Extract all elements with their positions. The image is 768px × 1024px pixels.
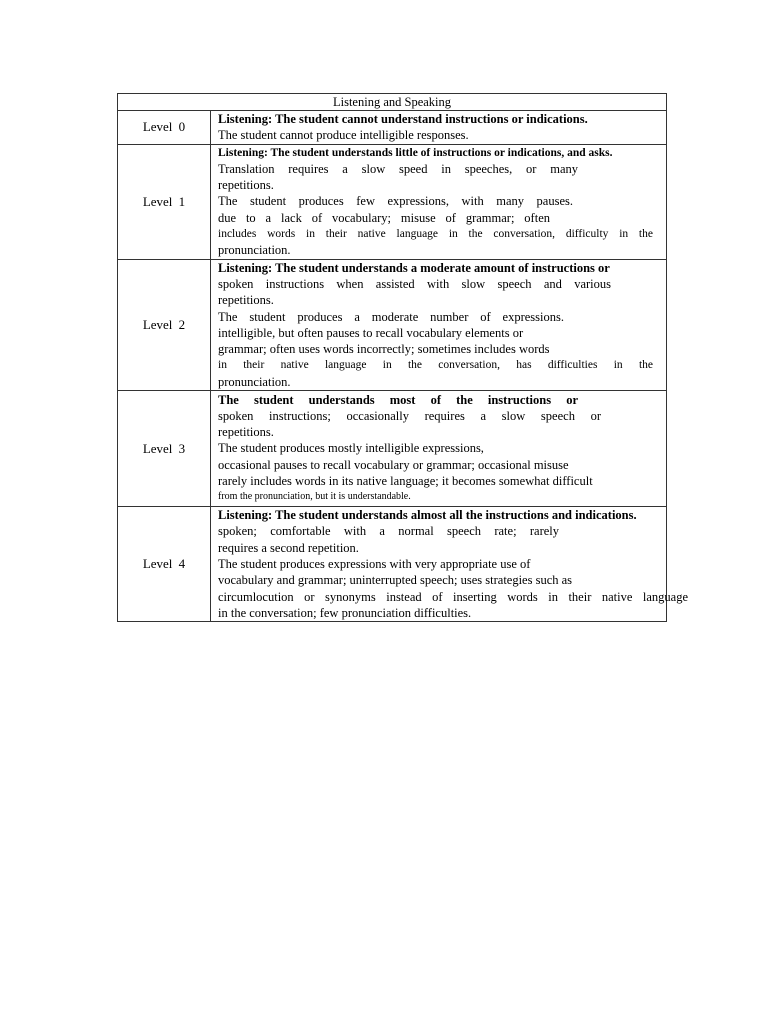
level-label: Level 0 [118, 111, 211, 145]
description-line: circumlocution or synonyms instead of inserting words in their native language [218, 589, 688, 604]
level-description [211, 507, 688, 622]
description-line: due to a lack of vocabulary; misuse of grammar; often [218, 210, 550, 225]
description-line: The student produces mostly intelligible expressions, [218, 441, 484, 456]
description-line: Translation requires a slow speed in speeches, or many [218, 161, 578, 176]
table-row [118, 391, 667, 507]
description-line: Listening: The student understands a moderate amount of instructions or [218, 260, 610, 275]
description-line: Listening: The student understands little of instructions or indications, and asks. [218, 146, 613, 159]
level-label: Level 3 [118, 391, 211, 507]
table-row [118, 144, 667, 259]
level-description [211, 391, 667, 507]
level-description [211, 111, 667, 145]
table-row [118, 111, 667, 145]
description-line: Listening: The student cannot understand instructions or indications. [218, 112, 588, 126]
description-line: spoken; comfortable with a normal speech rate; rarely [218, 524, 559, 539]
description-line: The student understands most of the instructions or [218, 392, 578, 407]
description-line: The student produces few expressions, with many pauses. [218, 194, 573, 209]
description-line: Listening: The student understands almost all the instructions and indications. [218, 508, 637, 523]
description-line: spoken instructions; occasionally requires a slow speech or [218, 408, 601, 423]
description-line: repetitions. [218, 425, 274, 440]
table-title-row [118, 94, 667, 111]
table-title: Listening and Speaking [118, 94, 667, 111]
rubric-table [117, 93, 688, 622]
table-row [118, 259, 667, 390]
description-line: The student produces a moderate number of expressions. [218, 309, 564, 324]
description-line: in the conversation; few pronunciation difficulties. [218, 605, 472, 620]
description-line: from the pronunciation, but it is understandable. [218, 491, 411, 503]
description-line: The student cannot produce intelligible responses. [218, 128, 469, 143]
level-label: Level 4 [118, 507, 211, 622]
level-description [211, 144, 667, 259]
description-line: in their native language in the conversation, has difficulties in the [218, 359, 653, 372]
description-line: pronunciation. [218, 374, 291, 389]
description-line: repetitions. [218, 178, 274, 193]
level-description [211, 259, 667, 390]
description-line: requires a second repetition. [218, 540, 359, 555]
description-line: grammar; often uses words incorrectly; sometimes includes words [218, 342, 550, 357]
description-line: repetitions. [218, 293, 274, 308]
description-line: pronunciation. [218, 243, 291, 258]
level-label: Level 2 [118, 259, 211, 390]
description-line: spoken instructions when assisted with slow speech and various [218, 276, 611, 291]
level-label: Level 1 [118, 144, 211, 259]
description-line: vocabulary and grammar; uninterrupted speech; uses strategies such as [218, 573, 573, 588]
table-row [118, 507, 667, 622]
description-line: intelligible, but often pauses to recall vocabulary elements or [218, 325, 524, 340]
description-line: The student produces expressions with very appropriate use of [218, 556, 531, 571]
description-line: includes words in their native language in the conversation, difficulty in the [218, 228, 653, 241]
description-line: rarely includes words in its native language; it becomes somewhat difficult [218, 473, 593, 488]
description-line: occasional pauses to recall vocabulary or grammar; occasional misuse [218, 457, 569, 472]
